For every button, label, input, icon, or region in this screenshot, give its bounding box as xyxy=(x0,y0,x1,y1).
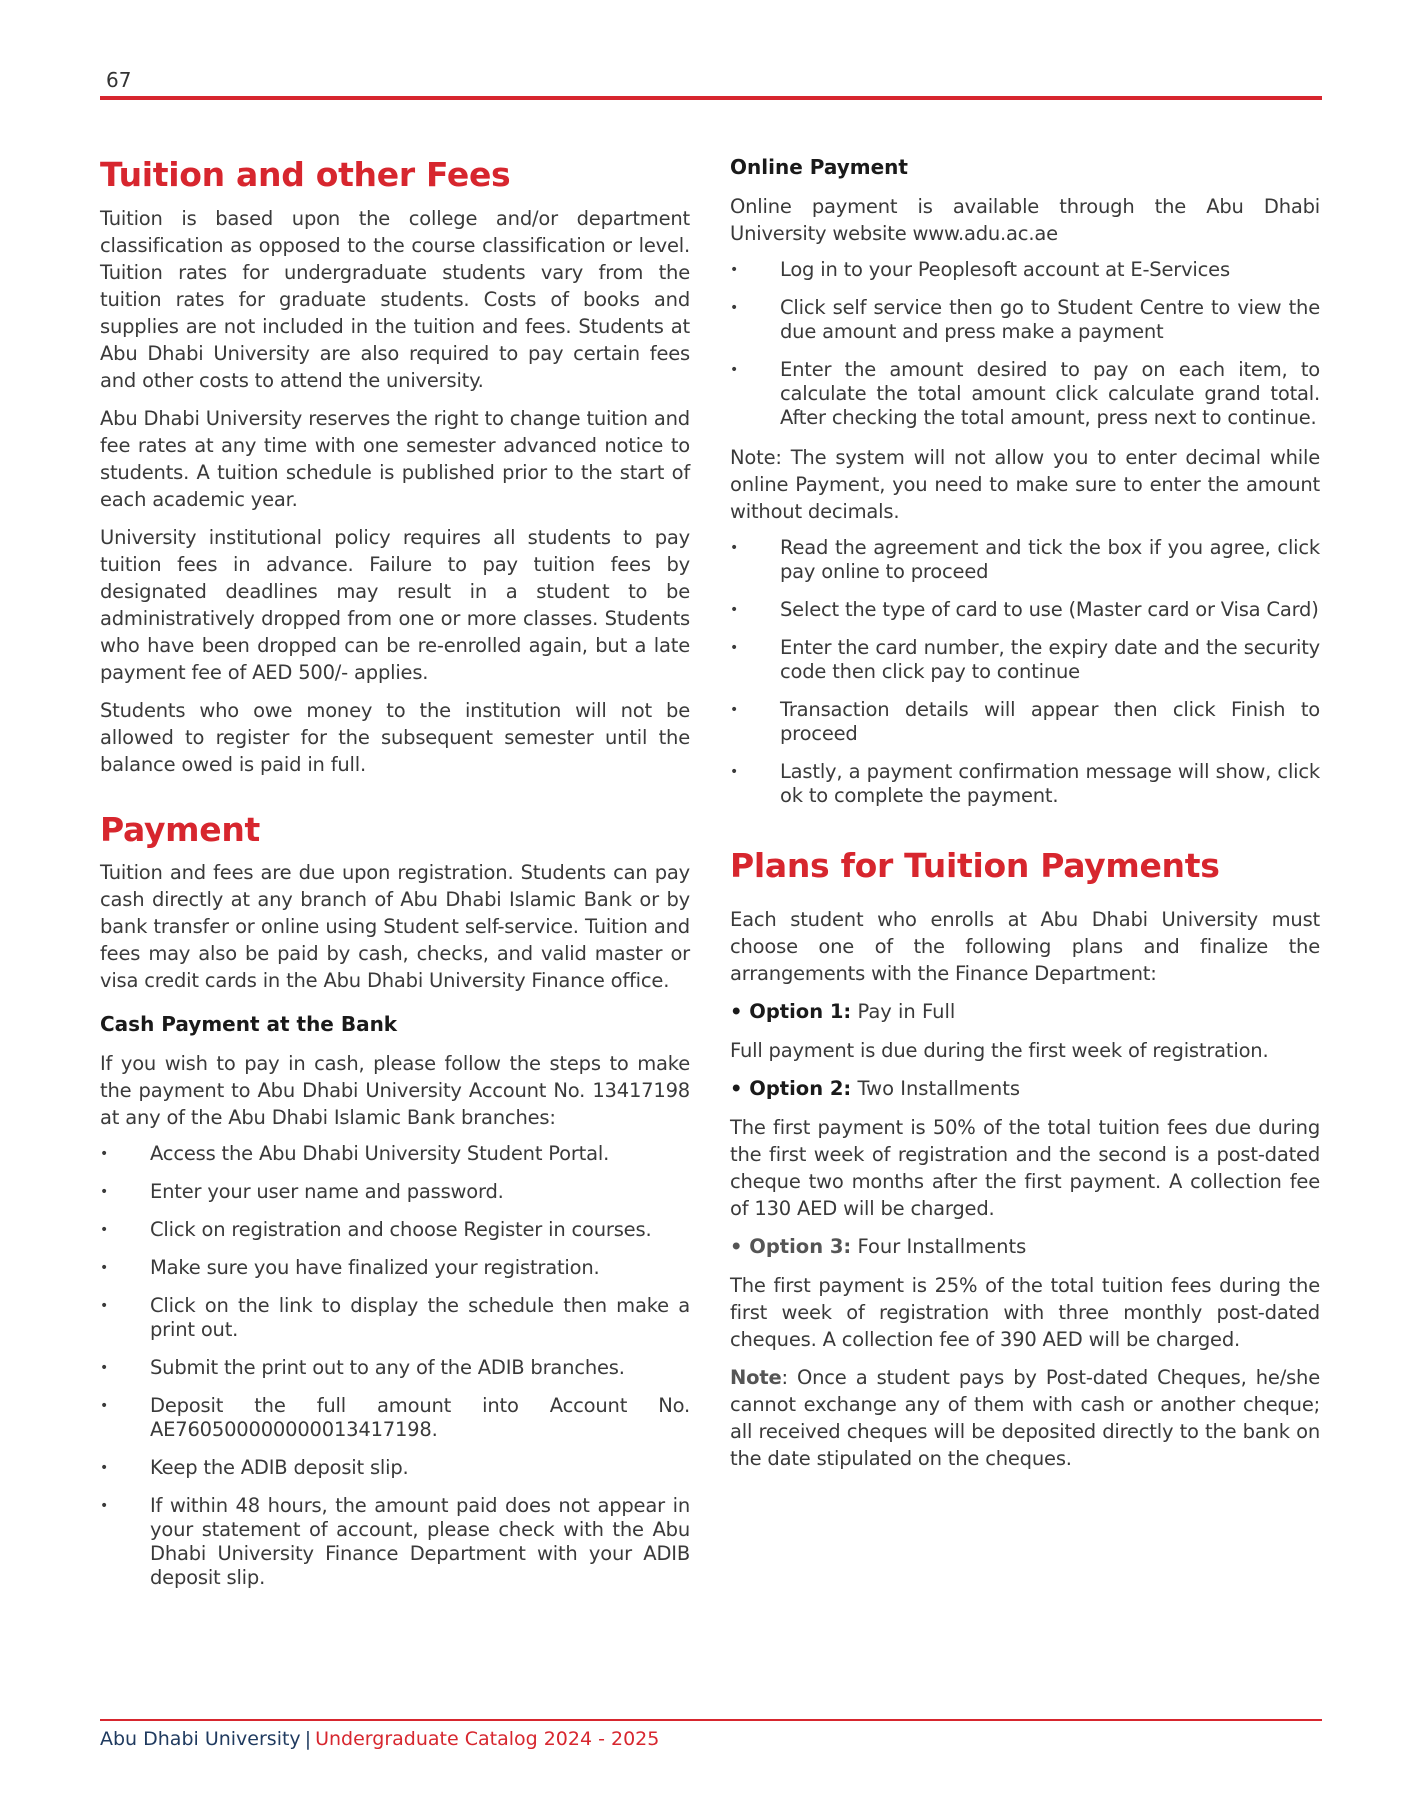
right-column xyxy=(730,155,1320,1483)
option-2-description: The first payment is 50% of the total tuition fees due during the first week of registration and the second is a post-dated cheque two months after the first payment. A collection fee of 130 AED will be charged. xyxy=(730,1115,1320,1220)
list-item: • Submit the print out to any of the ADIB branches. xyxy=(100,1356,625,1380)
left-column xyxy=(100,155,690,1604)
list-item: • Log in to your Peoplesoft account at E-Services xyxy=(730,258,1230,281)
option-name: Pay in Full xyxy=(857,999,956,1023)
bullet-icon: • xyxy=(730,702,739,718)
option-label: • Option 1: xyxy=(730,999,852,1023)
bullet-icon: • xyxy=(100,1146,109,1163)
list-item: • Select the type of card to use (Master card or Visa Card) xyxy=(730,598,1319,621)
bullet-icon: • xyxy=(730,764,739,780)
plans-title: Plans for Tuition Payments xyxy=(730,846,1220,885)
tuition-paragraph: Abu Dhabi University reserves the right to change tuition and fee rates at any time with one semester advanced notice to students. A tuition schedule is published prior to the start of each academic year. xyxy=(100,406,690,511)
online-payment-intro: Online payment is available through the Abu Dhabi University website www.adu.ac.ae xyxy=(730,195,1320,245)
online-steps-list xyxy=(730,258,1320,430)
cash-steps-list xyxy=(100,1142,690,1590)
bullet-icon: • xyxy=(100,1260,109,1277)
bullet-icon: • xyxy=(100,1360,109,1377)
cheque-note: Note: Once a student pays by Post-dated Cheques, he/she cannot exchange any of them with cash or another cheque; all received cheques will be deposited directly to the bank on the date stipulated on the cheques. xyxy=(730,1365,1320,1470)
bullet-icon: • xyxy=(730,262,739,278)
option-name: Four Installments xyxy=(857,1234,1027,1258)
bullet-icon: • xyxy=(730,640,739,656)
tuition-title: Tuition and other Fees xyxy=(100,155,511,194)
bullet-icon: • xyxy=(100,1398,109,1415)
list-item: • Click on registration and choose Register in courses. xyxy=(100,1218,652,1242)
list-item: • Access the Abu Dhabi University Student Portal. xyxy=(100,1142,610,1166)
option-label: • Option 2: xyxy=(730,1076,852,1100)
payment-title: Payment xyxy=(100,809,260,849)
footer-university: Abu Dhabi University xyxy=(100,1728,301,1750)
list-item: • Click on the link to display the schedule then make a print out. xyxy=(100,1294,690,1342)
option-1-description: Full payment is due during the first week of registration. xyxy=(730,1038,1269,1062)
option-3 xyxy=(730,1233,1320,1260)
bullet-icon: • xyxy=(100,1498,109,1515)
list-item: • Deposit the full amount into Account No. AE760500000000013417198. xyxy=(100,1394,690,1442)
tuition-paragraph: Students who owe money to the institution will not be allowed to register for the subsequent semester until the balance owed is paid in full. xyxy=(100,698,690,776)
list-item: • Read the agreement and tick the box if you agree, click pay online to proceed xyxy=(730,536,1320,583)
online-payment-note: Note: The system will not allow you to enter decimal while online Payment, you need to make sure to enter the amount without decimals. xyxy=(730,446,1320,523)
tuition-paragraph: University institutional policy requires all students to pay tuition fees in advance. Failure to pay tuition fees by designated deadlines may result in a student to be administratively dropped from one or more classes. Students who have been dropped can be re-enrolled again, but a late payment fee of AED 500/- applies. xyxy=(100,525,690,684)
bullet-icon: • xyxy=(100,1184,109,1201)
list-item: • Click self service then go to Student Centre to view the due amount and press make a payment xyxy=(730,296,1320,343)
option-3-description: The first payment is 25% of the total tuition fees during the first week of registration with three monthly post-dated cheques. A collection fee of 390 AED will be charged. xyxy=(730,1273,1320,1351)
bullet-icon: • xyxy=(100,1460,109,1477)
bullet-icon: • xyxy=(100,1298,109,1315)
option-2 xyxy=(730,1075,1320,1102)
page-number: 67 xyxy=(106,68,132,92)
cash-payment-intro: If you wish to pay in cash, please follow the steps to make the payment to Abu Dhabi University Account No. 13417198 at any of the Abu Dhabi Islamic Bank branches: xyxy=(100,1052,690,1130)
plans-intro: Each student who enrolls at Abu Dhabi University must choose one of the following plans and finalize the arrangements with the Finance Department: xyxy=(730,907,1320,985)
footer-separator: | xyxy=(304,1728,312,1750)
bullet-icon: • xyxy=(100,1222,109,1239)
bullet-icon: • xyxy=(730,540,739,556)
header-rule xyxy=(100,96,1322,100)
list-item: • Make sure you have finalized your registration. xyxy=(100,1256,600,1280)
option-name: Two Installments xyxy=(857,1076,1021,1100)
footer xyxy=(100,1728,659,1750)
cash-payment-heading: Cash Payment at the Bank xyxy=(100,1012,398,1037)
footer-rule xyxy=(100,1719,1322,1721)
payment-paragraph: Tuition and fees are due upon registration. Students can pay cash directly at any branch of Abu Dhabi Islamic Bank or by bank transfer or online using Student self-service. Tuition and fees may also be paid by cash, checks, and valid master or visa credit cards in the Abu Dhabi University Finance office. xyxy=(100,861,690,993)
bullet-icon: • xyxy=(730,602,739,618)
list-item: • If within 48 hours, the amount paid does not appear in your statement of account, please check with the Abu Dhabi University Finance Department with your ADIB deposit slip. xyxy=(100,1494,690,1590)
bullet-icon: • xyxy=(730,362,739,378)
list-item: • Transaction details will appear then click Finish to proceed xyxy=(730,698,1320,745)
option-1 xyxy=(730,998,1320,1025)
list-item: • Enter the card number, the expiry date and the security code then click pay to continue xyxy=(730,636,1320,683)
option-label: • Option 3: xyxy=(730,1234,852,1258)
list-item: • Enter your user name and password. xyxy=(100,1180,504,1204)
bullet-icon: • xyxy=(730,300,739,316)
online-payment-heading: Online Payment xyxy=(730,155,908,179)
tuition-paragraph: Tuition is based upon the college and/or department classification as opposed to the course classification or level. Tuition rates for undergraduate students vary from the tuition rates for graduate students. Costs of books and supplies are not included in the tuition and fees. Students at Abu Dhabi University are also required to pay certain fees and other costs to attend the university. xyxy=(100,206,690,392)
online-steps-list-continued xyxy=(730,536,1320,808)
footer-catalog: Undergraduate Catalog 2024 - 2025 xyxy=(315,1728,660,1750)
list-item: • Keep the ADIB deposit slip. xyxy=(100,1456,409,1480)
list-item: • Enter the amount desired to pay on each item, to calculate the total amount click calculate grand total. After checking the total amount, press next to continue. xyxy=(730,358,1320,429)
list-item: • Lastly, a payment confirmation message will show, click ok to complete the payment. xyxy=(730,760,1320,807)
